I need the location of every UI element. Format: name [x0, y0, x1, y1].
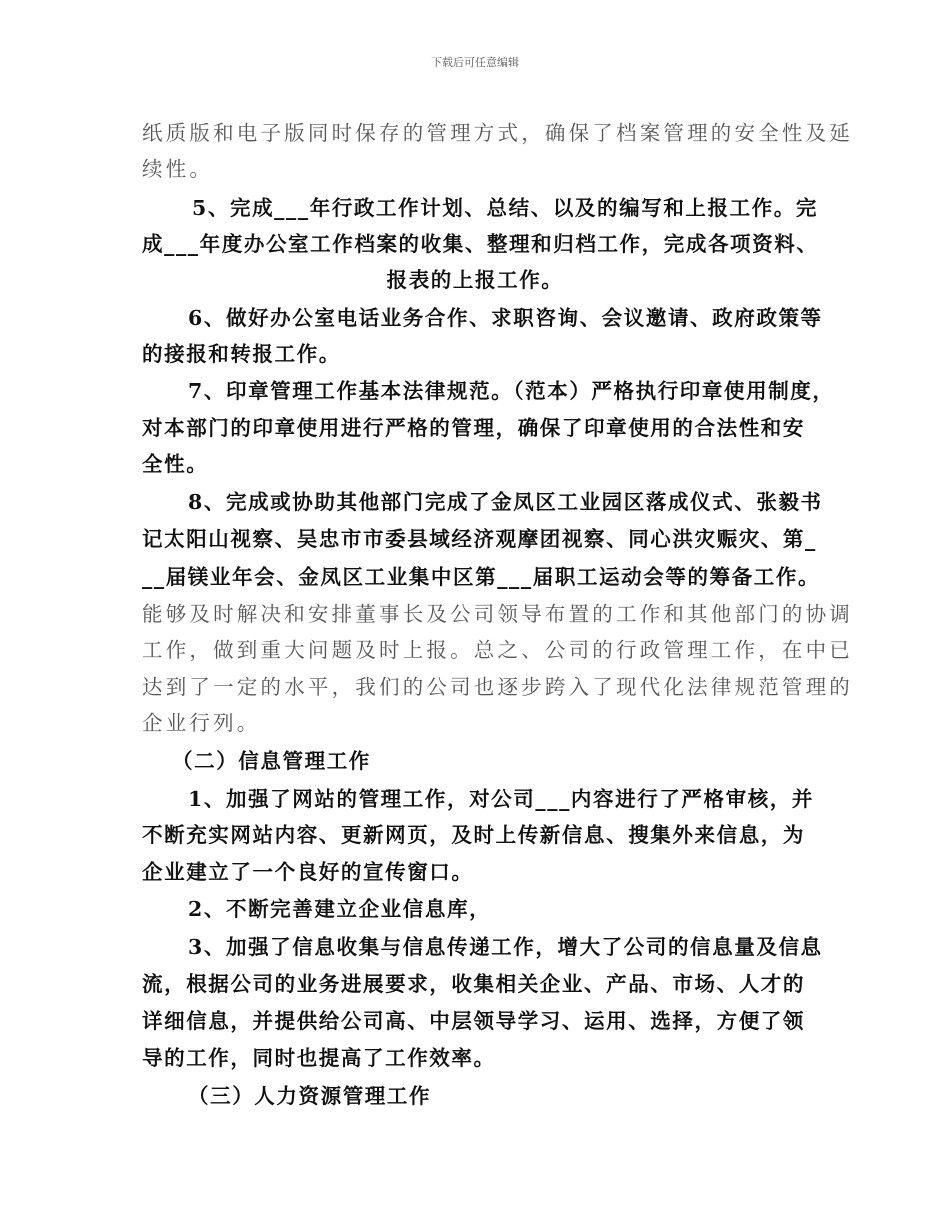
text-line: 工作，做到重大问题及时上报。总之、公司的行政管理工作，在中已 [142, 638, 853, 662]
text-line: 续性。 [142, 157, 214, 181]
info-item-3-line: 详细信息，并提供给公司高、中层领导学习、运用、选择，方便了领 [142, 1009, 805, 1033]
item-5-line: 5、完成___年行政工作计划、总结、以及的编写和上报工作。完 [192, 196, 819, 220]
item-8-line: 8、完成或协助其他部门完成了金凤区工业园区落成仪式、张毅书 [188, 490, 823, 514]
text-line: 企业行列。 [142, 711, 261, 735]
item-7-line: 7、印章管理工作基本法律规范。（范本）严格执行印章使用制度， [188, 379, 835, 403]
info-item-2-line: 2、不断完善建立企业信息库， [188, 897, 492, 921]
item-5-line: 报表的上报工作。 [386, 268, 564, 292]
item-8-line: __届镁业年会、金凤区工业集中区第___届职工运动会等的筹备工作。 [142, 565, 821, 589]
page-header: 下载后可任意编辑 [431, 56, 519, 69]
item-7-line: 对本部门的印章使用进行严格的管理，确保了印章使用的合法性和安 [142, 416, 805, 440]
item-5-line: 成___年度办公室工作档案的收集、整理和归档工作，完成各项资料、 [142, 232, 819, 256]
text-line: 纸质版和电子版同时保存的管理方式，确保了档案管理的安全性及延 [142, 121, 853, 145]
item-6-line: 的接报和转报工作。 [142, 342, 341, 366]
info-item-3-line: 流，根据公司的业务进展要求，收集相关企业、产品、市场、人才的 [142, 972, 805, 996]
text-line: 达到了一定的水平，我们的公司也逐步跨入了现代化法律规范管理的 [142, 675, 853, 699]
item-7-line: 全性。 [142, 452, 209, 476]
info-item-1-line: 不断充实网站内容、更新网页，及时上传新信息、搜集外来信息，为 [142, 823, 805, 847]
section-heading-2: （二）信息管理工作 [172, 749, 371, 773]
info-item-1-line: 1、加强了网站的管理工作，对公司___内容进行了严格审核，并 [188, 787, 815, 811]
item-8-line: 记太阳山视察、吴忠市市委县域经济观摩团视察、同心洪灾赈灾、第_ [142, 527, 817, 551]
text-line: 能够及时解决和安排董事长及公司领导布置的工作和其他部门的协调 [142, 602, 853, 626]
item-6-line: 6、做好办公室电话业务合作、求职咨询、会议邀请、政府政策等 [188, 306, 823, 330]
info-item-1-line: 企业建立了一个良好的宣传窗口。 [142, 860, 474, 884]
section-heading-3: （三）人力资源管理工作 [188, 1084, 432, 1108]
info-item-3-line: 3、加强了信息收集与信息传递工作，增大了公司的信息量及信息 [188, 935, 823, 959]
info-item-3-line: 导的工作，同时也提高了工作效率。 [142, 1046, 496, 1070]
